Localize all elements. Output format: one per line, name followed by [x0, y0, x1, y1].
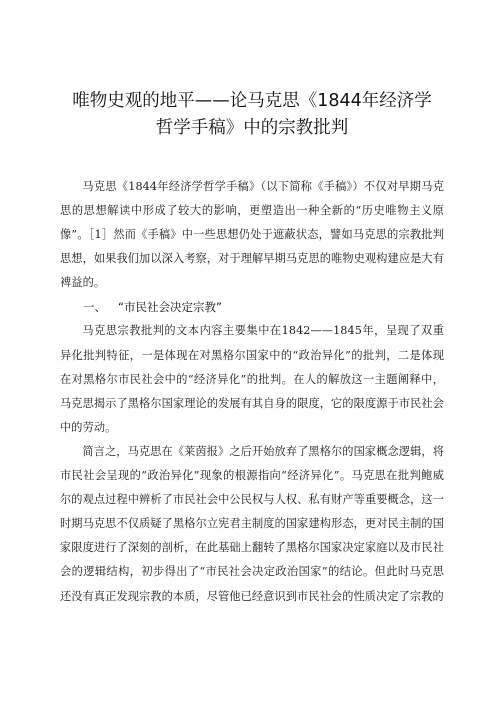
- body-paragraph: 简言之，马克思在《莱茵报》之后开始放弃了黑格尔的国家概念逻辑，将市民社会呈现的“政治异化”现象的根源指向“经济异化”。马克思在批判鲍威尔的观点过程中辨析了市民社会中公民权与人权、私有财产等重要概念，这一时期马克思不仅质疑了黑格尔立宪君主制度的国家建构形态，更对民主制的国家限度进行了深刻的剖析，在此基础上翻转了黑格尔国家决定家庭以及市民社会的逻辑结构，初步得出了“市民社会决定政治国家”的结论。但此时马克思还没有真正发现宗教的本质，尽管他已经意识到市民社会的性质决定了宗教的: [60, 444, 444, 603]
- title-line-2: 哲学手稿》中的宗教批判: [155, 118, 349, 138]
- section-title: “市民社会决定宗教”: [118, 300, 222, 315]
- section-number: 一、: [83, 300, 106, 315]
- body-paragraph: 马克思宗教批判的文本内容主要集中在1842——1845年，呈现了双重异化批判特征，一是体现在对黑格尔国家中的“政治异化”的批判，二是体现在对黑格尔市民社会中的“经济异化”的批判。在人的解放这一主题阐释中，马克思揭示了黑格尔国家理论的发展有其自身的限度，它的限度源于市民社会中的劳动。: [60, 324, 444, 434]
- intro-paragraph: 马克思《1844年经济学哲学手稿》（以下简称《手稿》）不仅对早期马克思的思想解读中形成了较大的影响，更塑造出一种全新的“历史唯物主义原像”。［1］然而《手稿》中一些思想仍处于遮蔽状态，譬如马克思的宗教批判思想，如果我们加以深入考察，对于理解早期马克思的唯物史观构建应是大有裨益的。: [60, 180, 444, 290]
- title-line-1: 唯物史观的地平——论马克思《1844年经济学: [72, 91, 432, 111]
- section-heading: [60, 295, 444, 319]
- document-title: [60, 88, 444, 142]
- document-page: [60, 88, 444, 609]
